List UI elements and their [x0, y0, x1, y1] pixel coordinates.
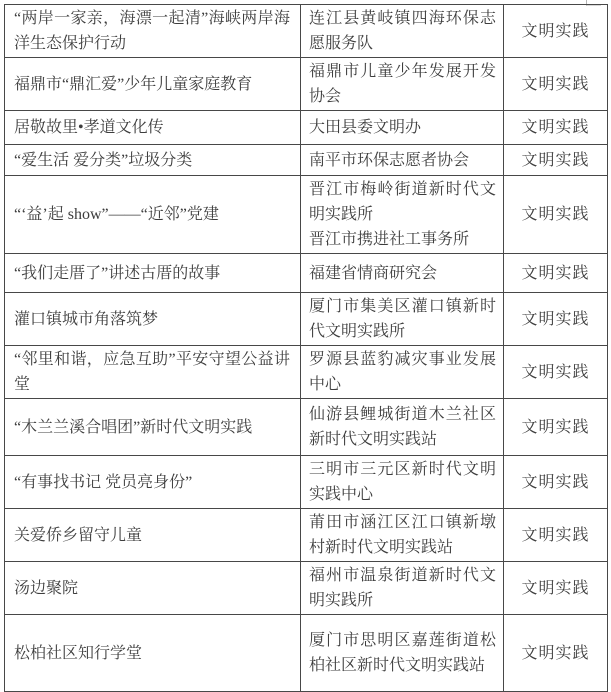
category-cell: 文明实践: [504, 399, 608, 456]
project-name-cell: “我们走厝了”讲述古厝的故事: [5, 254, 301, 293]
table-body: [5, 5, 608, 692]
organization-cell: [301, 562, 504, 615]
table-row: [5, 145, 608, 176]
organization-cell: [301, 5, 504, 58]
organization-cell: [301, 293, 504, 346]
category-cell: 文明实践: [504, 346, 608, 399]
table-row: [5, 293, 608, 346]
project-name-cell: “‘益’起 show”——“近邻”党建: [5, 176, 301, 254]
table-row: [5, 509, 608, 562]
category-cell: 文明实践: [504, 509, 608, 562]
organization-cell: [301, 399, 504, 456]
category-cell: 文明实践: [504, 145, 608, 176]
table-row: [5, 562, 608, 615]
organization-name: 罗源县蓝豹减灾事业发展中心: [309, 351, 496, 393]
category-cell: 文明实践: [504, 562, 608, 615]
organization-cell: [301, 615, 504, 692]
table-row: [5, 399, 608, 456]
table-row: [5, 176, 608, 254]
table-row: [5, 254, 608, 293]
project-name-cell: “邻里和谐，应急互助”平安守望公益讲堂: [5, 346, 301, 399]
organization-name: 三明市三元区新时代文明实践中心: [309, 461, 496, 503]
organization-name: 厦门市思明区嘉莲街道松柏社区新时代文明实践站: [309, 632, 496, 674]
organization-name: 福州市温泉街道新时代文明实践所: [309, 567, 496, 609]
project-name-cell: “有事找书记 党员亮身份”: [5, 456, 301, 509]
organization-cell: [301, 58, 504, 111]
project-name-cell: 汤边聚院: [5, 562, 301, 615]
category-cell: 文明实践: [504, 456, 608, 509]
organization-name: 晋江市携进社工事务所: [309, 231, 470, 248]
category-cell: 文明实践: [504, 176, 608, 254]
table-row: [5, 5, 608, 58]
project-name-cell: “两岸一家亲，海漂一起清”海峡两岸海洋生态保护行动: [5, 5, 301, 58]
table-row: [5, 456, 608, 509]
category-cell: 文明实践: [504, 111, 608, 145]
civilization-practice-projects-table: [4, 4, 608, 692]
organization-cell: [301, 346, 504, 399]
project-name-cell: 关爱侨乡留守儿童: [5, 509, 301, 562]
organization-cell: [301, 509, 504, 562]
organization-cell: [301, 111, 504, 145]
organization-name: 南平市环保志愿者协会: [309, 151, 470, 169]
organization-cell: [301, 254, 504, 293]
table-row: [5, 111, 608, 145]
table-row: [5, 58, 608, 111]
project-name-cell: 福鼎市“鼎汇爱”少年儿童家庭教育: [5, 58, 301, 111]
category-cell: 文明实践: [504, 293, 608, 346]
table-row: [5, 615, 608, 692]
organization-cell: [301, 176, 504, 254]
organization-cell: [301, 456, 504, 509]
category-cell: 文明实践: [504, 58, 608, 111]
organization-name: 福建省情商研究会: [309, 264, 438, 282]
category-cell: 文明实践: [504, 254, 608, 293]
organization-cell: [301, 145, 504, 176]
category-cell: 文明实践: [504, 5, 608, 58]
organization-name: 大田县委文明办: [309, 119, 422, 136]
organization-name: 厦门市集美区灌口镇新时代文明实践所: [309, 298, 496, 340]
category-cell: 文明实践: [504, 615, 608, 692]
project-name-cell: “木兰兰溪合唱团”新时代文明实践: [5, 399, 301, 456]
project-name-cell: 居敬故里•孝道文化传: [5, 111, 301, 145]
organization-name: 仙游县鲤城街道木兰社区新时代文明实践站: [309, 406, 496, 448]
project-name-cell: “爱生活 爱分类”垃圾分类: [5, 145, 301, 176]
organization-name: 福鼎市儿童少年发展开发协会: [309, 63, 496, 105]
project-name-cell: 灌口镇城市角落筑梦: [5, 293, 301, 346]
organization-name: 莆田市涵江区江口镇新墩村新时代文明实践站: [309, 514, 496, 556]
table-row: [5, 346, 608, 399]
organization-name: 晋江市梅岭街道新时代文明实践所: [309, 181, 496, 223]
organization-name: 连江县黄岐镇四海环保志愿服务队: [309, 10, 496, 52]
project-name-cell: 松柏社区知行学堂: [5, 615, 301, 692]
